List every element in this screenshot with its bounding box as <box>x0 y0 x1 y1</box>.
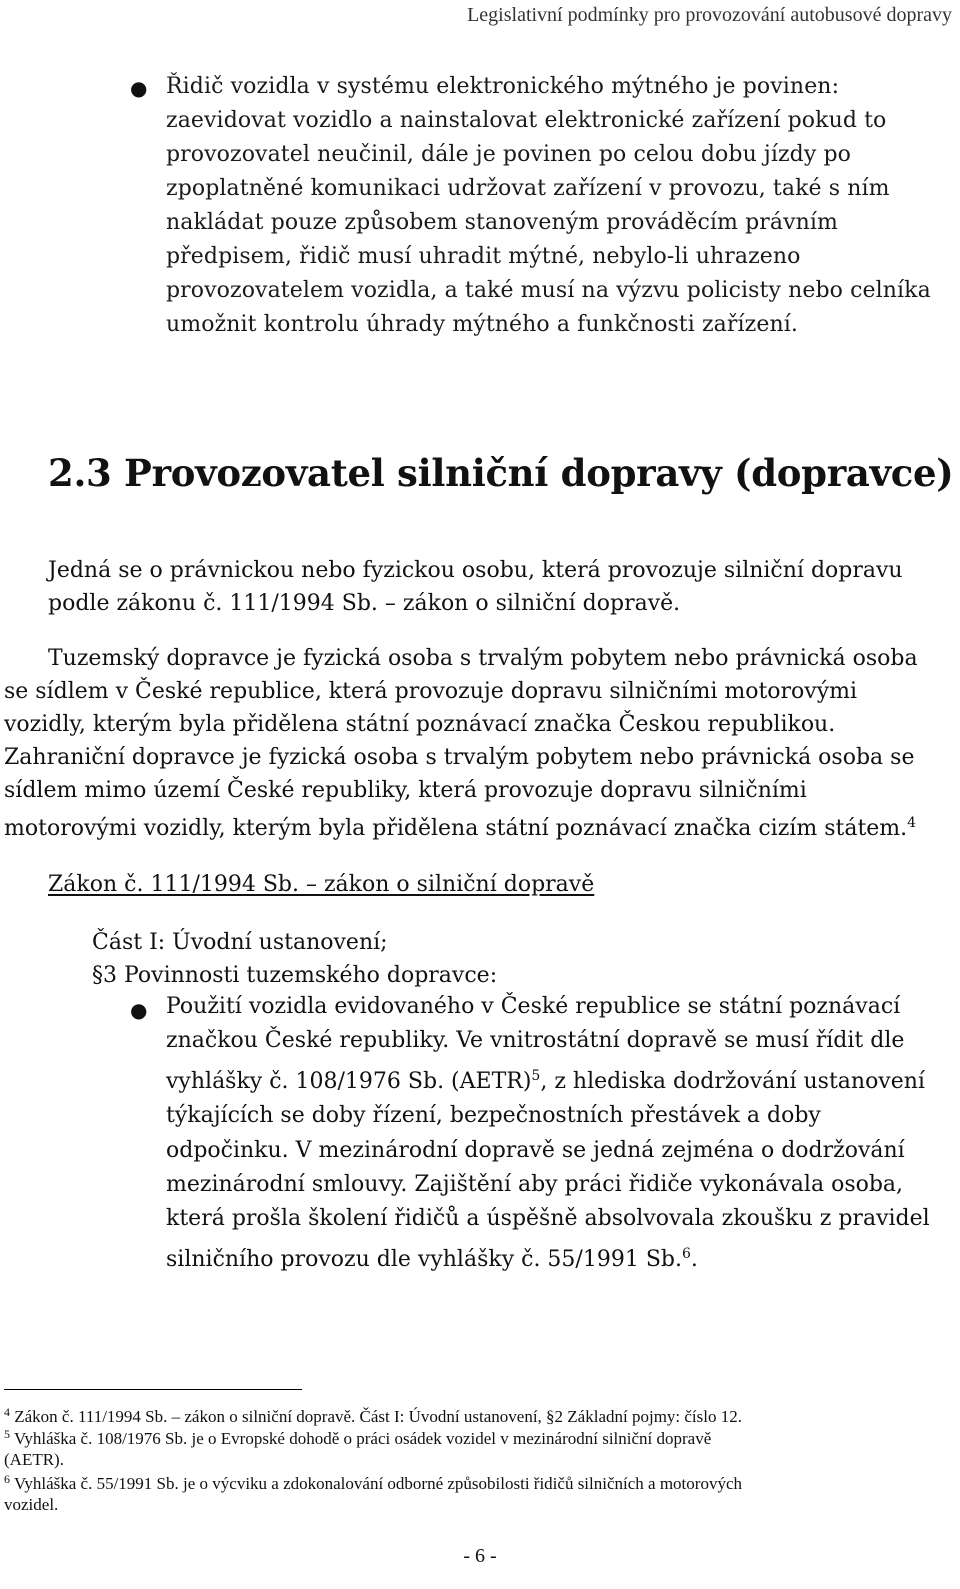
text-line: zaevidovat vozidlo a nainstalovat elektronické zařízení pokud to <box>166 108 887 133</box>
text-fragment: vyhlášky č. 108/1976 Sb. (AETR) <box>166 1068 532 1094</box>
text-line: Část I: Úvodní ustanovení; <box>92 930 388 955</box>
text-line: která prošla školení řidičů a úspěšně absolvovala zkoušku z pravidel <box>166 1206 930 1232</box>
footnote-text: Vyhláška č. 108/1976 Sb. je o Evropské dohodě o práci osádek vozidel v mezinárodní silniční dopravě <box>13 1429 712 1448</box>
footnote-number: 6 <box>4 1472 10 1486</box>
text-line: zpoplatněné komunikaci udržovat zařízení v provozu, také s ním <box>166 176 890 201</box>
text-line: Zahraniční dopravce je fyzická osoba s trvalým pobytem nebo právnická osoba se <box>4 745 915 770</box>
bullet-item-dopravce <box>166 990 946 1277</box>
text-line: Použití vozidla evidovaného v České republice se státní poznávací <box>166 994 901 1019</box>
text-line: Řidič vozidla v systému elektronického mýtného je povinen: <box>166 74 840 99</box>
text-line <box>166 1059 946 1099</box>
footnote-continuation: vozidel. <box>4 1495 59 1514</box>
footnote-continuation: (AETR). <box>4 1450 64 1469</box>
text-fragment: . <box>690 1246 698 1272</box>
text-line: odpočinku. V mezinárodní dopravě se jedná zejména o dodržování <box>166 1137 905 1163</box>
text-fragment: silničního provozu dle vyhlášky č. 55/1991 Sb. <box>166 1246 682 1272</box>
footnote <box>4 1424 954 1470</box>
text-line: §3 Povinnosti tuzemského dopravce: <box>92 963 498 988</box>
text-line: se sídlem v České republice, která provozuje dopravu silničními motorovými <box>4 679 858 704</box>
text-line: mezinárodní smlouvy. Zajištění aby práci řidiče vykonávala osoba, <box>166 1172 904 1198</box>
text-line: týkajících se doby řízení, bezpečnostních přestávek a doby <box>166 1103 821 1129</box>
text-line: vozidly, kterým byla přidělena státní poznávací značka Českou republikou. <box>4 712 836 737</box>
bullet-marker: ● <box>130 998 148 1022</box>
part-heading <box>92 926 497 992</box>
footnote-ref[interactable]: 5 <box>531 1067 541 1084</box>
text-fragment: motorovými vozidly, kterým byla přidělena státní poznávací značka cizím státem. <box>4 816 908 841</box>
definition-paragraph <box>4 642 954 845</box>
footnote-separator <box>4 1389 302 1390</box>
footnote-number: 4 <box>4 1405 10 1419</box>
text-line <box>166 1237 946 1277</box>
text-line: podle zákonu č. 111/1994 Sb. – zákon o silniční dopravě. <box>48 591 681 616</box>
intro-paragraph <box>48 554 948 620</box>
text-line: Tuzemský dopravce je fyzická osoba s trvalým pobytem nebo právnická osoba <box>48 646 918 671</box>
footnote-text: Zákon č. 111/1994 Sb. – zákon o silniční dopravě. Část I: Úvodní ustanovení, §2 Základní pojmy: číslo 12. <box>14 1407 742 1426</box>
text-line: nakládat pouze způsobem stanoveným prováděcím právním <box>166 210 839 235</box>
footnote-ref[interactable]: 4 <box>907 815 917 831</box>
bullet-marker: ● <box>130 76 148 100</box>
footnote-ref[interactable]: 6 <box>681 1245 691 1262</box>
text-line: značkou České republiky. Ve vnitrostátní dopravě se musí řídit dle <box>166 1028 905 1054</box>
footnote-text: Vyhláška č. 55/1991 Sb. je o výcviku a zdokonalování odborné způsobilosti řidičů silničních a motorových <box>13 1474 742 1493</box>
section-heading: 2.3 Provozovatel silniční dopravy (dopravce) <box>48 451 954 495</box>
law-link[interactable]: Zákon č. 111/1994 Sb. – zákon o silniční dopravě <box>48 872 595 897</box>
page-number: - 6 - <box>463 1545 497 1567</box>
running-header: Legislativní podmínky pro provozování autobusové dopravy <box>467 4 952 26</box>
footnote-number: 5 <box>4 1427 10 1441</box>
text-line: sídlem mimo území České republiky, která provozuje dopravu silničními <box>4 778 807 803</box>
text-fragment: , z hlediska dodržování ustanovení <box>540 1068 925 1094</box>
bullet-item-mytne <box>166 70 946 342</box>
text-line: umožnit kontrolu úhrady mýtného a funkčnosti zařízení. <box>166 312 798 337</box>
text-line: provozovatel neučinil, dále je povinen po celou dobu jízdy po <box>166 142 852 167</box>
text-line: provozovatelem vozidla, a také musí na výzvu policisty nebo celníka <box>166 278 931 303</box>
text-line: předpisem, řidič musí uhradit mýtné, nebylo-li uhrazeno <box>166 244 801 269</box>
footnote <box>4 1469 954 1515</box>
text-line: Jedná se o právnickou nebo fyzickou osobu, která provozuje silniční dopravu <box>48 558 903 583</box>
text-line <box>4 807 954 845</box>
